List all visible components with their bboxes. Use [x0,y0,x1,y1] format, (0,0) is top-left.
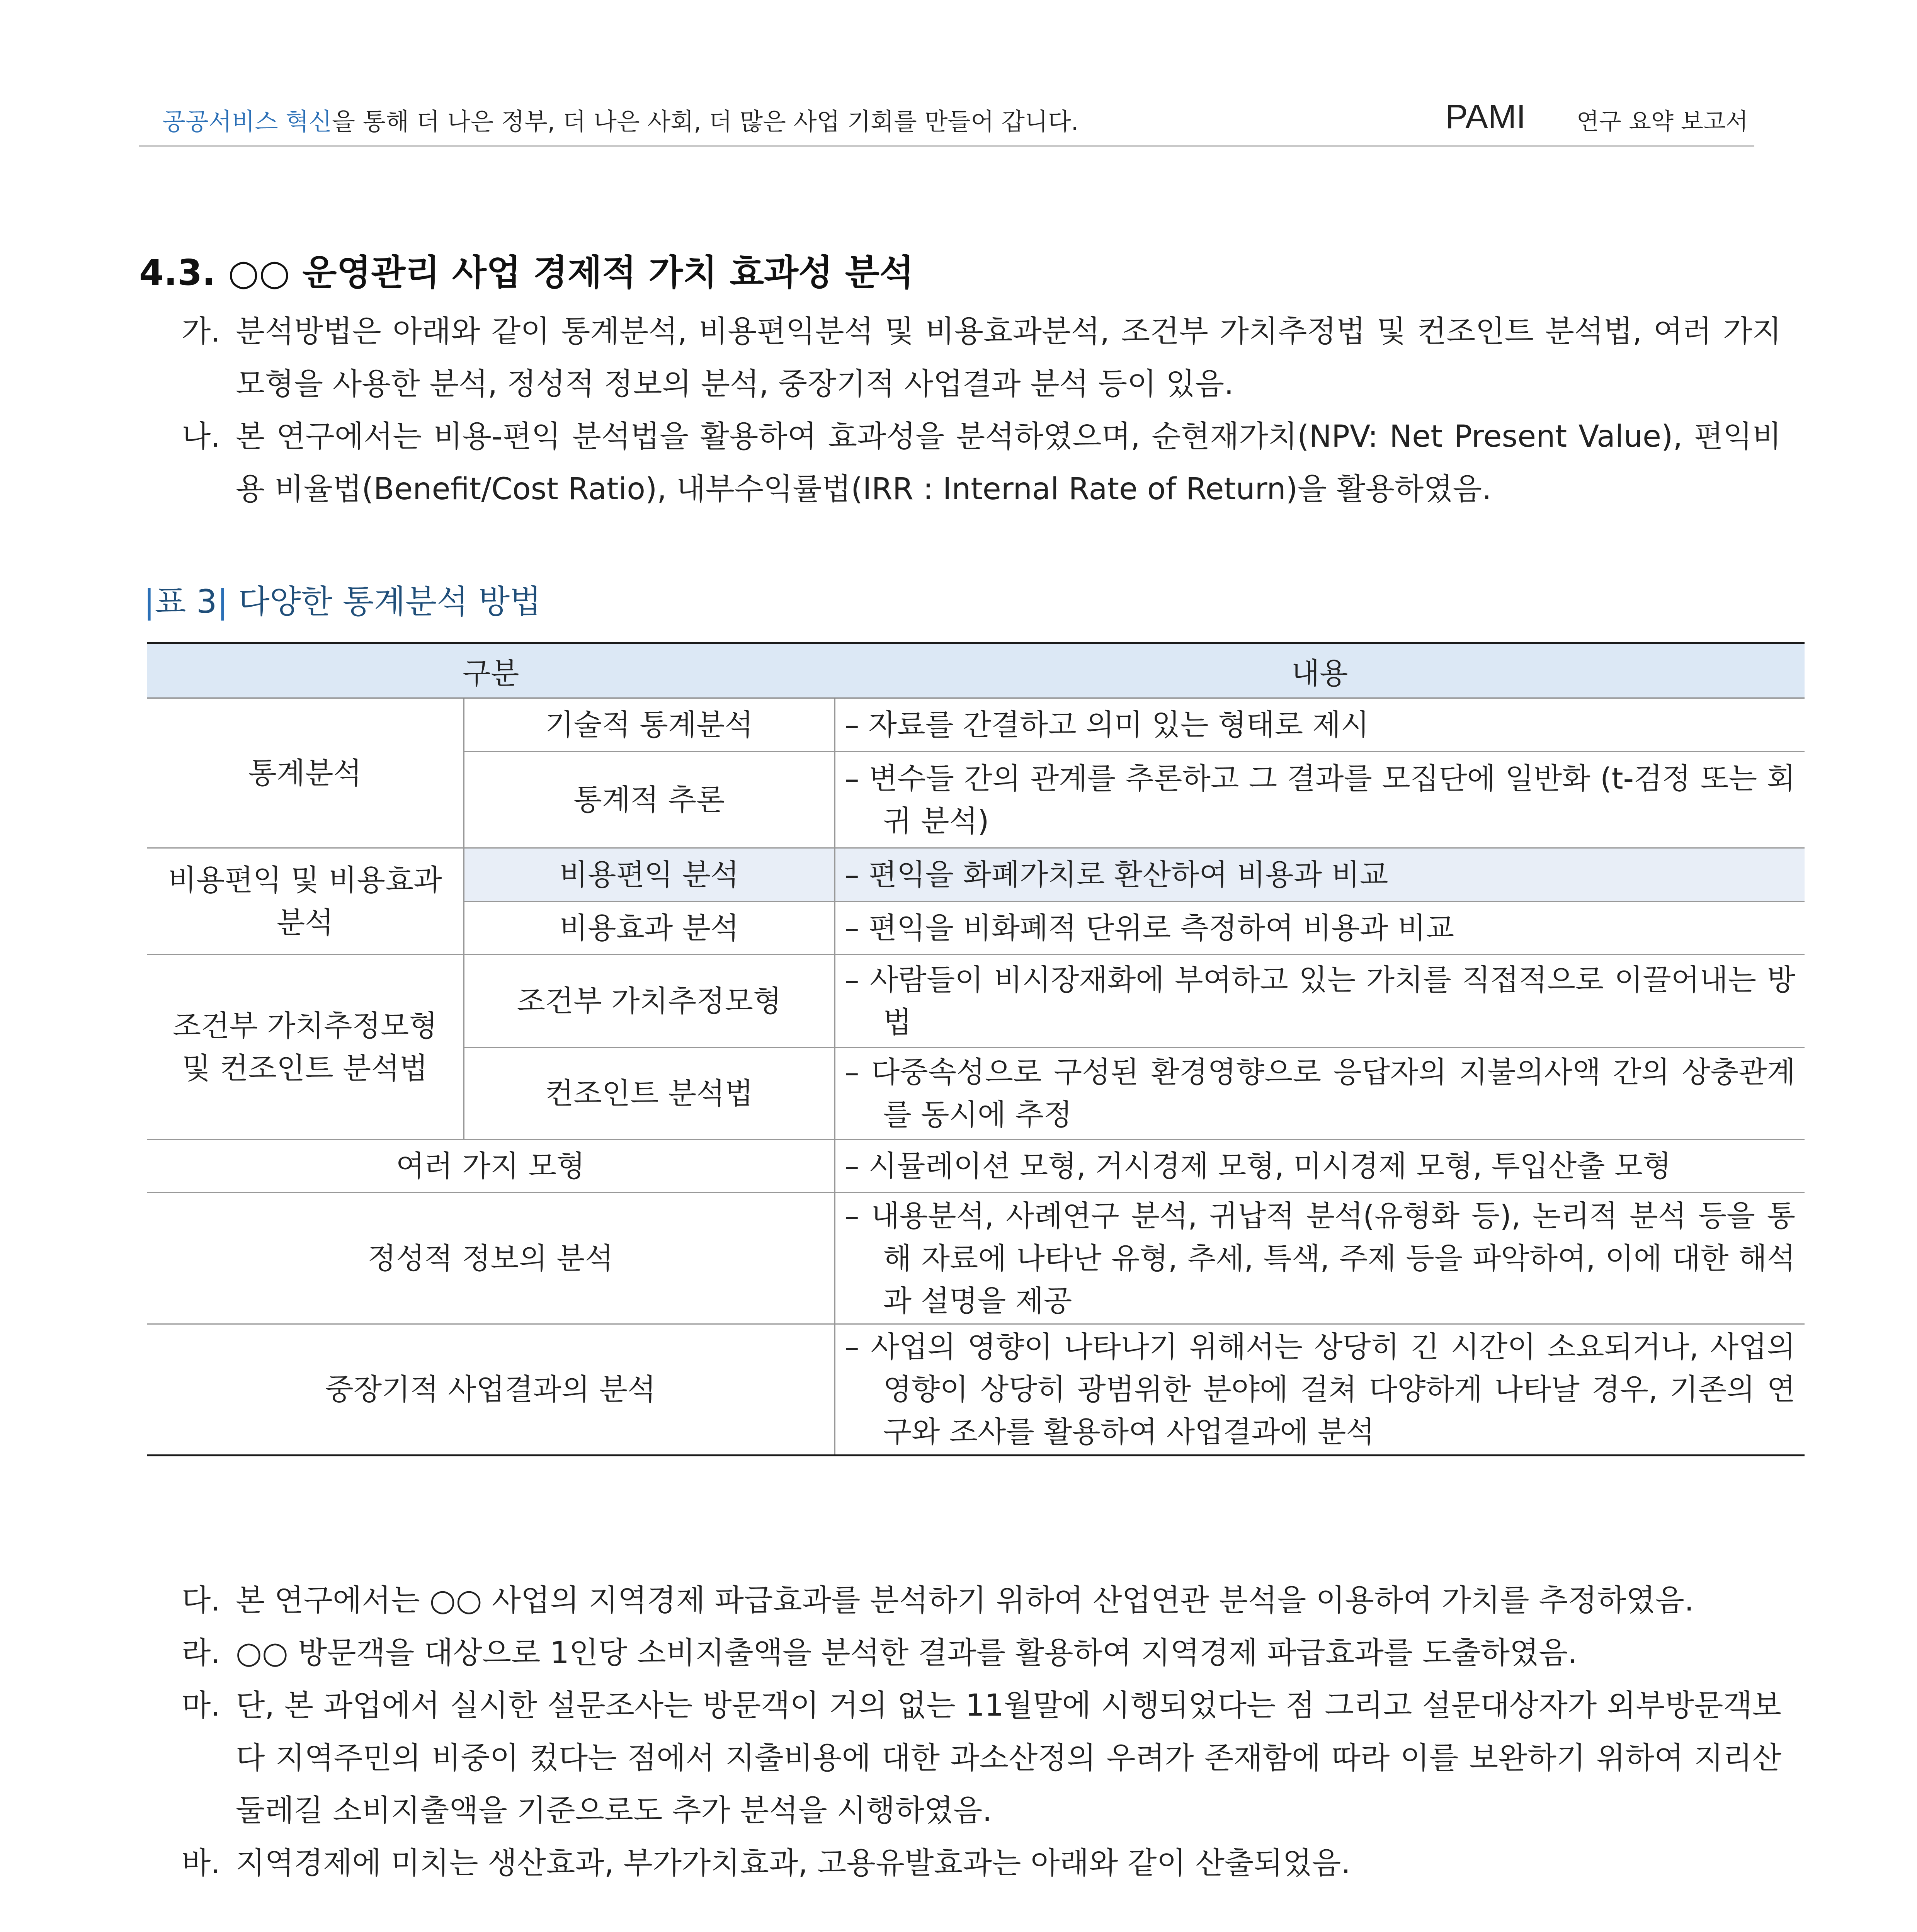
table3-description [835,752,1805,848]
paragraph-ba [182,1837,1781,1889]
table3-description-text: – 시뮬레이션 모형, 거시경제 모형, 미시경제 모형, 투입산출 모형 [844,1148,1671,1183]
paragraph-text: 본 연구에서는 비용-편익 분석법을 활용하여 효과성을 분석하였으며, 순현재가치(NPV: Net Present Value), 편익비용 비율법(Benefit/Cost Ratio), 내부수익률법(IRR : Internal Rate of Return)을 활용하였음. [236,419,1781,507]
paragraph-marker: 나. [182,419,221,454]
paragraph-marker: 라. [182,1636,221,1670]
paragraph-text: 본 연구에서는 ○○ 사업의 지역경제 파급효과를 분석하기 위하여 산업연관 분석을 이용하여 가치를 추정하였음. [236,1583,1694,1618]
paragraph-text: 지역경제에 미치는 생산효과, 부가가치효과, 고용유발효과는 아래와 같이 산출되었음. [236,1846,1351,1881]
table3-description [835,1139,1805,1193]
table3-group-cba: 비용편익 및 비용효과분석 [147,848,464,955]
table3-method: 통계적 추론 [464,752,835,848]
header-divider [139,145,1754,147]
table3-description-text: – 자료를 간결하고 의미 있는 형태로 제시 [844,707,1369,742]
statistical-methods-table [147,642,1805,1456]
paragraph-marker: 마. [182,1688,221,1723]
table3-caption-number: 표 3 [155,583,217,621]
table3-description-text: – 편익을 화폐가치로 환산하여 비용과 비교 [844,857,1388,892]
table3-description-text: – 사업의 영향이 나타나기 위해서는 상당히 긴 시간이 소요되거나, 사업의 영향이 상당히 광범위한 분야에 걸쳐 다양하게 나타날 경우, 기존의 연구와 조사를 활용하여 사업결과에 분석 [844,1330,1795,1449]
table3-method: 기술적 통계분석 [464,698,835,752]
table3-description [835,955,1805,1048]
table3-method: 비용편익 분석 [464,848,835,901]
table3-description [835,698,1805,752]
paragraph-da [182,1574,1781,1627]
table3-method: 정성적 정보의 분석 [147,1193,835,1324]
table3-description-text: – 편익을 비화폐적 단위로 측정하여 비용과 비교 [844,910,1454,945]
paragraph-marker: 바. [182,1846,221,1881]
table3-description-text: – 내용분석, 사례연구 분석, 귀납적 분석(유형화 등), 논리적 분석 등을 통해 자료에 나타난 유형, 추세, 특색, 주제 등을 파악하여, 이에 대한 해석과 설명을 제공 [844,1198,1795,1318]
header-tagline [162,102,1078,137]
table3-method: 컨조인트 분석법 [464,1048,835,1139]
paragraph-text: ○○ 방문객을 대상으로 1인당 소비지출액을 분석한 결과를 활용하여 지역경제 파급효과를 도출하였음. [236,1636,1578,1670]
paragraph-na [182,410,1781,515]
tagline-highlight: 공공서비스 혁신 [162,107,332,136]
table3-group-stat: 통계분석 [147,698,464,848]
paragraph-text: 단, 본 과업에서 실시한 설문조사는 방문객이 거의 없는 11월말에 시행되었다는 점 그리고 설문대상자가 외부방문객보다 지역주민의 비중이 컸다는 점에서 지출비용에 대한 과소산정의 우려가 존재함에 따라 이를 보완하기 위하여 지리산둘레길 소비지출액을 기준으로도 추가 분석을 시행하였음. [236,1688,1781,1828]
table3-method: 조건부 가치추정모형 [464,955,835,1048]
table3-description-text: – 다중속성으로 구성된 환경영향으로 응답자의 지불의사액 간의 상충관계를 동시에 추정 [844,1054,1795,1132]
table3-description [835,1193,1805,1324]
paragraph-marker: 다. [182,1583,221,1618]
tagline-text: 을 통해 더 나은 정부, 더 나은 사회, 더 많은 사업 기회를 만들어 갑니다. [332,107,1079,136]
paragraph-ga [182,305,1781,410]
section-title: 4.3. ○○ 운영관리 사업 경제적 가치 효과성 분석 [139,252,914,293]
table3-header-content: 내용 [835,643,1805,698]
table3-group-cvm: 조건부 가치추정모형 및 컨조인트 분석법 [147,955,464,1139]
table3-caption: |표 3| 다양한 통계분석 방법 [144,583,541,621]
table3-description-text: – 사람들이 비시장재화에 부여하고 있는 가치를 직접적으로 이끌어내는 방법 [844,962,1795,1039]
report-type: 연구 요약 보고서 [1577,108,1748,135]
paragraph-ma [182,1679,1781,1837]
table3-description-text: – 변수들 간의 관계를 추론하고 그 결과를 모집단에 일반화 (t-검정 또는 회귀 분석) [844,761,1795,838]
table3-description [835,1324,1805,1456]
paragraph-text: 분석방법은 아래와 같이 통계분석, 비용편익분석 및 비용효과분석, 조건부 가치추정법 및 컨조인트 분석법, 여러 가지 모형을 사용한 분석, 정성적 정보의 분석, 중장기적 사업결과 분석 등이 있음. [236,314,1781,401]
table3-description [835,901,1805,955]
table3-header-category: 구분 [147,643,835,698]
table3-method: 비용효과 분석 [464,901,835,955]
table3-description [835,1048,1805,1139]
table3-method: 중장기적 사업결과의 분석 [147,1324,835,1456]
paragraph-marker: 가. [182,314,221,349]
table3-method: 여러 가지 모형 [147,1139,835,1193]
table3-description [835,848,1805,901]
page-header [139,95,1754,149]
table3-caption-title: 다양한 통계분석 방법 [238,583,541,621]
brand-name: PAMI [1445,97,1526,136]
paragraph-ra [182,1627,1781,1679]
